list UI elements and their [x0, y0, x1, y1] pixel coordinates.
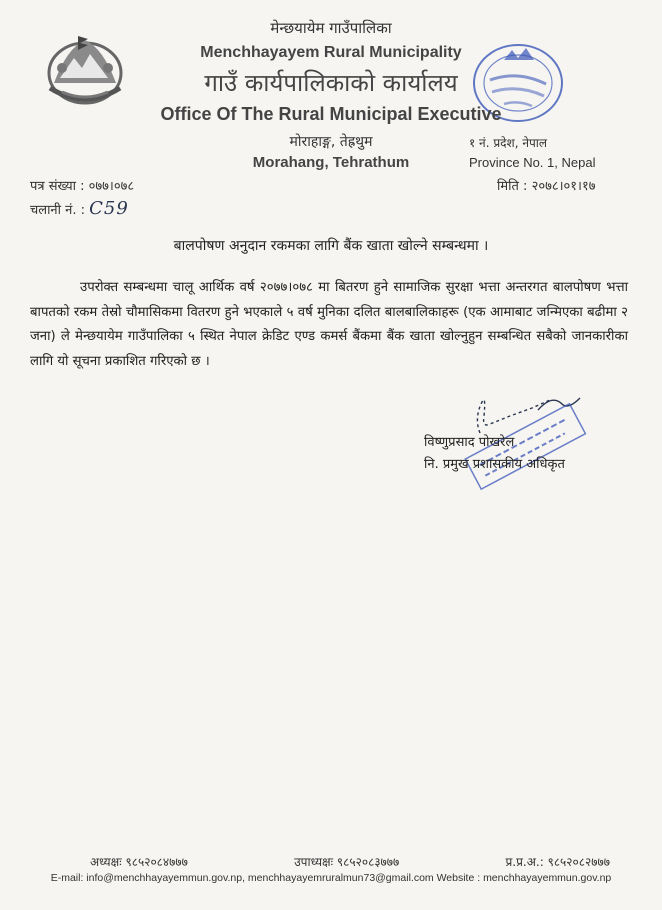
- phone-chairperson: अध्यक्षः ९८५२०८४७७७: [90, 855, 188, 869]
- phone-vice-chairperson: उपाध्यक्षः ९८५२०८३७७७: [294, 855, 400, 869]
- location-ne: मोराहाङ्ग, तेह्रथुम: [289, 134, 373, 150]
- footer-phone-numbers: [90, 853, 610, 870]
- letter-body: उपरोक्त सम्बन्धमा चालू आर्थिक वर्ष २०७७।०७८ मा बितरण हुने सामाजिक सुरक्षा भत्ता अन्तरगत बालपोषण भत्ता बापतको रकम तेस्रो चौमासिकमा वितरण हुने भएकाले ५ वर्ष मुनिका दलित बालबालिकाहरू (एक आमाबाट जन्मिएका बढीमा २ जना) ले मेन्छयायेम गाउँपालिका ५ स्थित नेपाल क्रेडिट एण्ड कमर्स बैंकमा बैंक खाता खोल्नुहुन सम्बन्धित सबैको जानकारीका लागि यो सूचना प्रकाशित गरिएको छ ।: [30, 280, 628, 369]
- footer-contact: E-mail: info@menchhayayemmun.gov.np, menchhayayemruralmun73@gmail.com Website : menchhayayemmun.gov.np: [50, 872, 612, 884]
- province-en: Province No. 1, Nepal: [469, 155, 596, 170]
- signatory-title: नि. प्रमुख प्रशासकीय अधिकृत: [424, 457, 565, 472]
- dispatch-number-label: चलानी नं. :: [30, 203, 86, 218]
- municipality-name-en: Menchhayayem Rural Municipality: [200, 44, 462, 61]
- location-en: Morahang, Tehrathum: [252, 154, 410, 171]
- office-name-ne: गाउँ कार्यपालिकाको कार्यालय: [204, 69, 458, 97]
- dispatch-number-line: [30, 198, 129, 219]
- signatory-name: विष्णुप्रसाद पोखरेल: [424, 435, 515, 450]
- office-name-en: Office Of The Rural Municipal Executive: [160, 104, 502, 124]
- letter-date: मिति : २०७८।०१।१७: [497, 179, 596, 194]
- letter-subject: बालपोषण अनुदान रकमका लागि बैंक खाता खोल्ने सम्बन्धमा ।: [173, 238, 489, 254]
- reference-number: पत्र संख्या : ०७७।०७८: [30, 179, 135, 194]
- municipality-name-ne: मेन्छयायेम गाउँपालिका: [270, 19, 392, 37]
- dispatch-number-handwritten: C59: [89, 198, 129, 219]
- phone-chief-admin: प्र.प्र.अ.: ९८५२०८२७७७: [505, 855, 610, 869]
- province-ne: १ नं. प्रदेश, नेपाल: [469, 136, 548, 150]
